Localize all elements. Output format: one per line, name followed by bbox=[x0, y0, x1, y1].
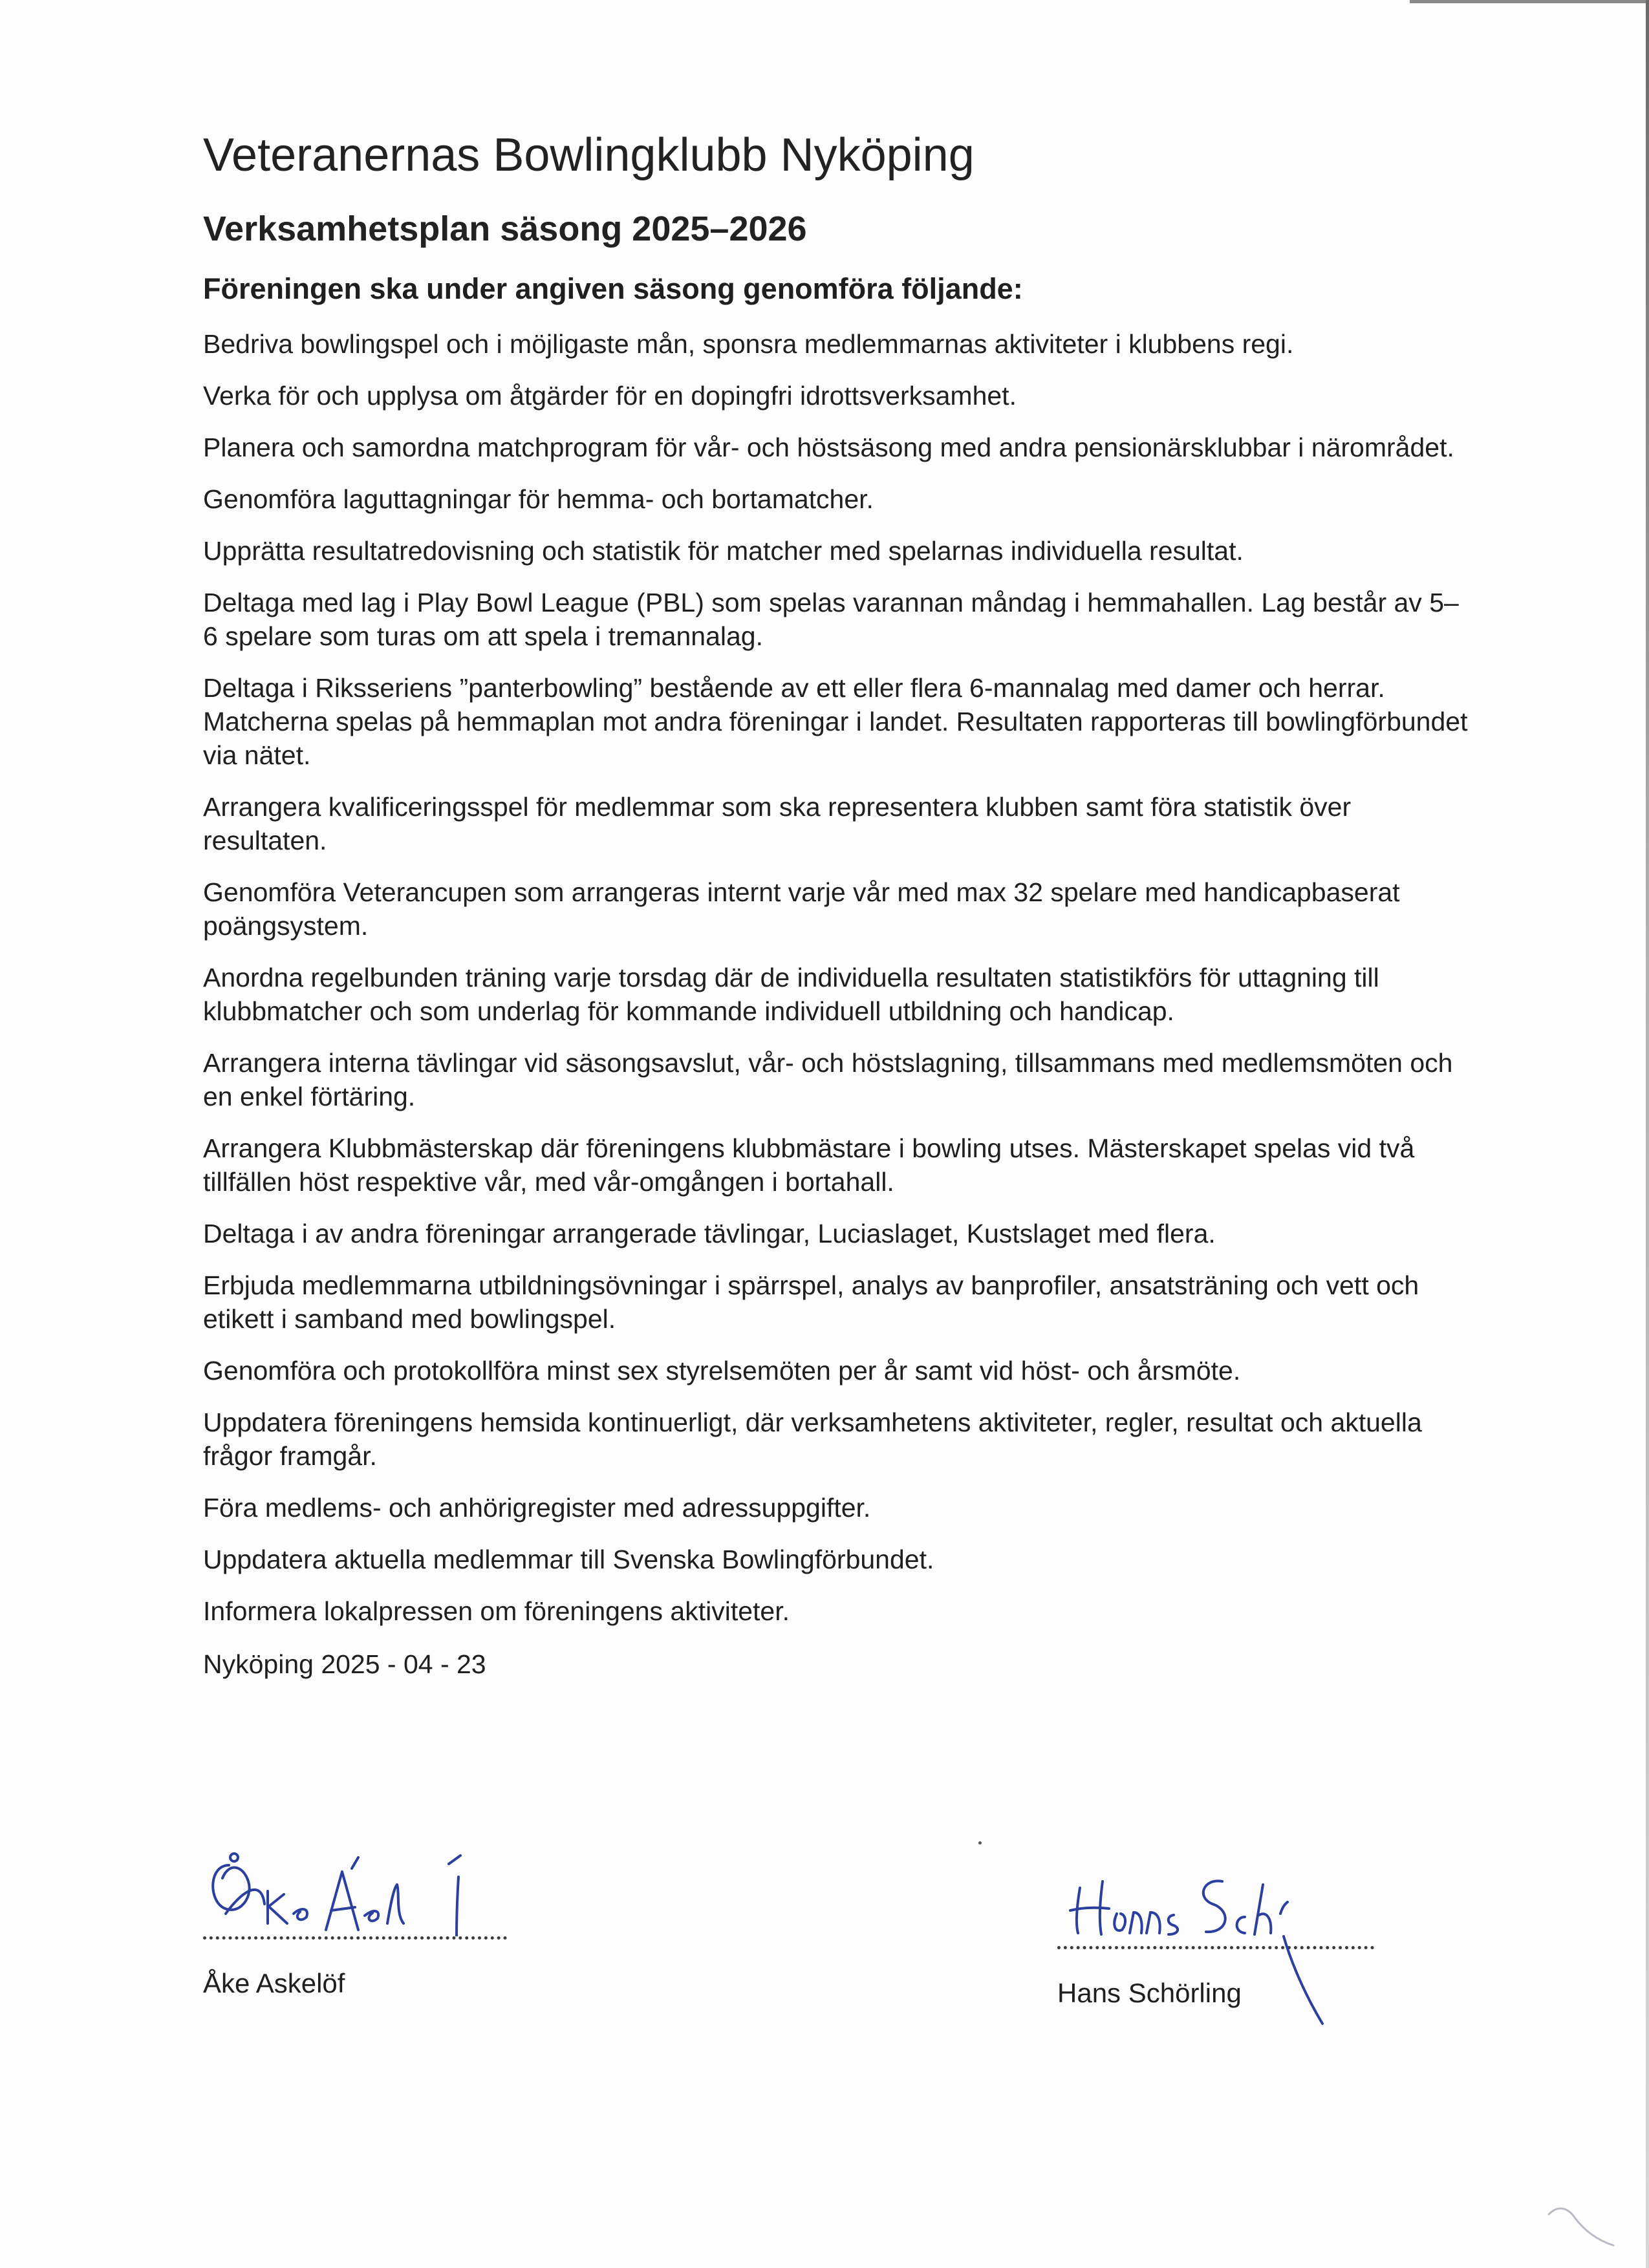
stray-mark bbox=[978, 1841, 982, 1845]
handwritten-signature-left bbox=[203, 1852, 539, 1936]
signature-line-left bbox=[203, 1936, 507, 1940]
handwritten-signature-right bbox=[1057, 1862, 1394, 1946]
plan-item: Arrangera interna tävlingar vid säsongsavslut, vår- och höstslagning, tillsammans med medlemsmöten och en enkel förtäring. bbox=[203, 1048, 1453, 1111]
place-date: Nyköping 2025 - 04 - 23 bbox=[203, 1649, 486, 1679]
plan-item: Deltaga med lag i Play Bowl League (PBL) som spelas varannan måndag i hemmahallen. Lag består av 5–6 spelare som turas om att spela i tremannalag. bbox=[203, 588, 1459, 651]
plan-item: Genomföra Veterancupen som arrangeras internt varje vår med max 32 spelare med handicapbaserat poängsystem. bbox=[203, 877, 1400, 941]
organization-title: Veteranernas Bowlingklubb Nyköping bbox=[203, 129, 975, 181]
scan-edge-top bbox=[1410, 0, 1649, 3]
plan-item: Genomföra laguttagningar för hemma- och bortamatcher. bbox=[203, 484, 874, 514]
plan-item: Uppdatera föreningens hemsida kontinuerligt, där verksamhetens aktiviteter, regler, resultat och aktuella frågor framgår. bbox=[203, 1407, 1422, 1471]
plan-item: Bedriva bowlingspel och i möjligaste mån, sponsra medlemmarnas aktiviteter i klubbens regi. bbox=[203, 329, 1294, 359]
document-body bbox=[203, 123, 1471, 1681]
plan-item: Arrangera kvalificeringsspel för medlemmar som ska representera klubben samt föra statistik över resultaten. bbox=[203, 792, 1352, 855]
page-corner-mark bbox=[1546, 2195, 1617, 2247]
intro-heading: Föreningen ska under angiven säsong genomföra följande: bbox=[203, 272, 1023, 305]
plan-item: Genomföra och protokollföra minst sex styrelsemöten per år samt vid höst- och årsmöte. bbox=[203, 1356, 1241, 1385]
plan-title: Verksamhetsplan säsong 2025–2026 bbox=[203, 209, 807, 248]
signature-block-right bbox=[1057, 1862, 1394, 2010]
plan-item: Erbjuda medlemmarna utbildningsövningar i spärrspel, analys av banprofiler, ansatsträning och vett och etikett i samband med bowlingspel. bbox=[203, 1270, 1419, 1334]
signer-name-right: Hans Schörling bbox=[1057, 1978, 1242, 2008]
plan-item: Upprätta resultatredovisning och statistik för matcher med spelarnas individuella resultat. bbox=[203, 536, 1244, 566]
signature-tail-stroke bbox=[1280, 1933, 1332, 2030]
plan-item: Föra medlems- och anhörigregister med adressuppgifter. bbox=[203, 1493, 871, 1523]
plan-item: Planera och samordna matchprogram för vår- och höstsäsong med andra pensionärsklubbar i närområdet. bbox=[203, 433, 1454, 462]
plan-item: Deltaga i av andra föreningar arrangerade tävlingar, Luciaslaget, Kustslaget med flera. bbox=[203, 1219, 1216, 1248]
plan-item: Uppdatera aktuella medlemmar till Svenska Bowlingförbundet. bbox=[203, 1545, 934, 1574]
signature-block-left bbox=[203, 1852, 539, 2000]
plan-item: Deltaga i Riksseriens ”panterbowling” bestående av ett eller flera 6-mannalag med damer och herrar. Matcherna spelas på hemmaplan mot andra föreningar i landet. Resultaten rapporteras till bowlingförbundet via nätet. bbox=[203, 673, 1468, 770]
plan-item: Arrangera Klubbmästerskap där föreningens klubbmästare i bowling utses. Mästerskapet spelas vid två tillfällen höst respektive vår, med vår-omgången i bortahall. bbox=[203, 1133, 1415, 1197]
plan-item: Anordna regelbunden träning varje torsdag där de individuella resultaten statistikförs för uttagning till klubbmatcher och som underlag för kommande individuell utbildning och handicap. bbox=[203, 963, 1379, 1026]
signer-name-left: Åke Askelöf bbox=[203, 1968, 345, 1998]
plan-item: Informera lokalpressen om föreningens aktiviteter. bbox=[203, 1596, 790, 1626]
plan-item: Verka för och upplysa om åtgärder för en dopingfri idrottsverksamhet. bbox=[203, 381, 1017, 411]
scan-edge-right bbox=[1646, 0, 1649, 2268]
